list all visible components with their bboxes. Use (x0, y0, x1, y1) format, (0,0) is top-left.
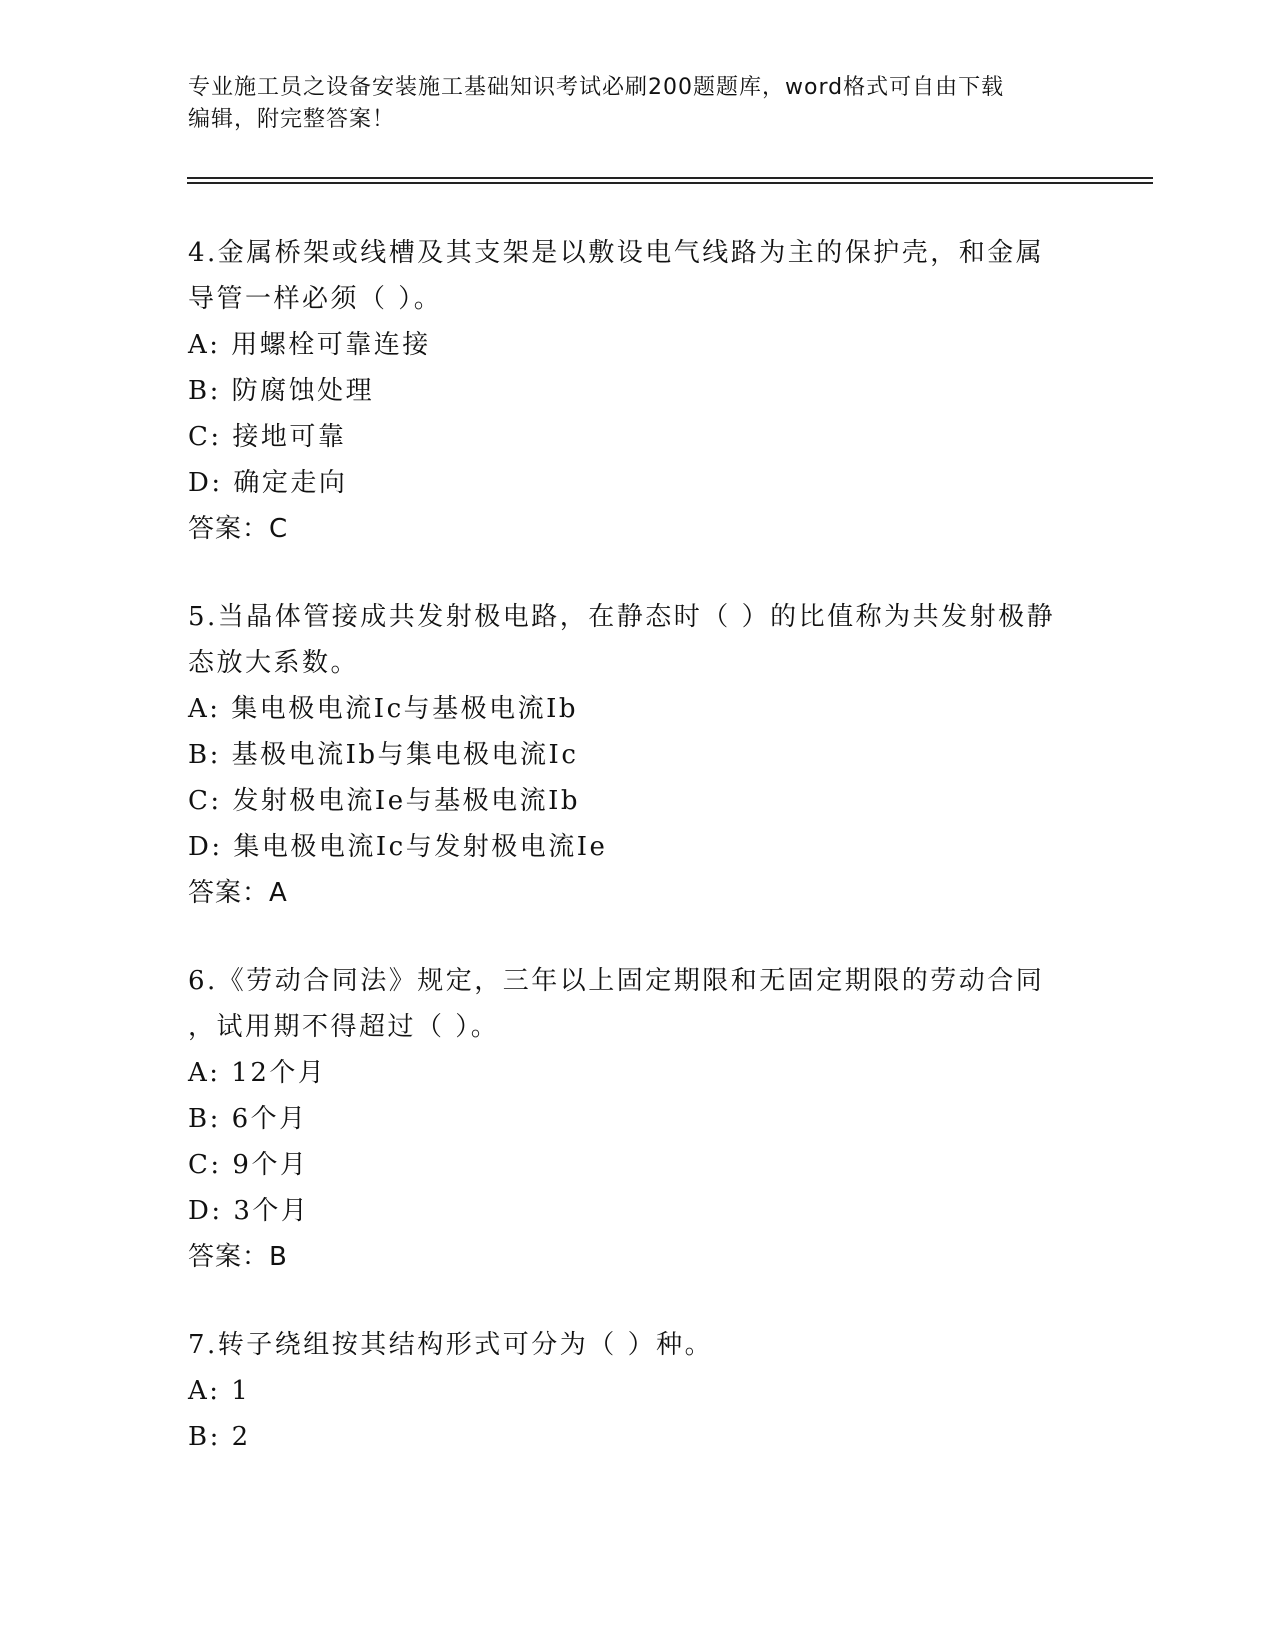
option-b: B: 6个月 (188, 1104, 308, 1134)
option-a: A: 12个月 (188, 1058, 327, 1088)
option-c: C: 发射极电流Ie与基极电流Ib (188, 786, 580, 816)
header-divider-bottom (187, 182, 1153, 184)
answer: 答案：B (188, 1242, 288, 1272)
question-stem: 5.当晶体管接成共发射极电路，在静态时（ ）的比值称为共发射极静 (188, 602, 1056, 632)
header-divider-top (187, 177, 1153, 179)
header-line-1: 专业施工员之设备安装施工基础知识考试必刷200题题库，word格式可自由下载 (188, 75, 1005, 100)
option-b: B: 基极电流Ib与集电极电流Ic (188, 740, 579, 770)
option-c: C: 接地可靠 (188, 422, 347, 452)
question-stem-continued: 导管一样必须（ ）。 (188, 284, 443, 314)
question-stem-continued: 态放大系数。 (188, 648, 360, 678)
option-d: D: 集电极电流Ic与发射极电流Ie (188, 832, 608, 862)
answer: 答案：C (188, 514, 289, 544)
question-stem: 4.金属桥架或线槽及其支架是以敷设电气线路为主的保护壳，和金属 (188, 238, 1045, 268)
answer: 答案：A (188, 878, 288, 908)
question-6 (188, 958, 1088, 1280)
option-c: C: 9个月 (188, 1150, 309, 1180)
header-line-2: 编辑，附完整答案！ (188, 107, 396, 132)
question-5 (188, 594, 1088, 916)
option-b: B: 防腐蚀处理 (188, 376, 375, 406)
option-d: D: 3个月 (188, 1196, 310, 1226)
question-4 (188, 230, 1088, 552)
option-b: B: 2 (188, 1422, 251, 1452)
option-d: D: 确定走向 (188, 468, 348, 498)
document-header (188, 72, 1088, 136)
option-a: A: 1 (188, 1376, 251, 1406)
question-7 (188, 1322, 1088, 1460)
question-stem: 7.转子绕组按其结构形式可分为（ ）种。 (188, 1330, 714, 1360)
question-stem: 6.《劳动合同法》规定，三年以上固定期限和无固定期限的劳动合同 (188, 966, 1045, 996)
question-stem-continued: ，试用期不得超过（ ）。 (188, 1012, 500, 1042)
option-a: A: 集电极电流Ic与基极电流Ib (188, 694, 579, 724)
option-a: A: 用螺栓可靠连接 (188, 330, 431, 360)
